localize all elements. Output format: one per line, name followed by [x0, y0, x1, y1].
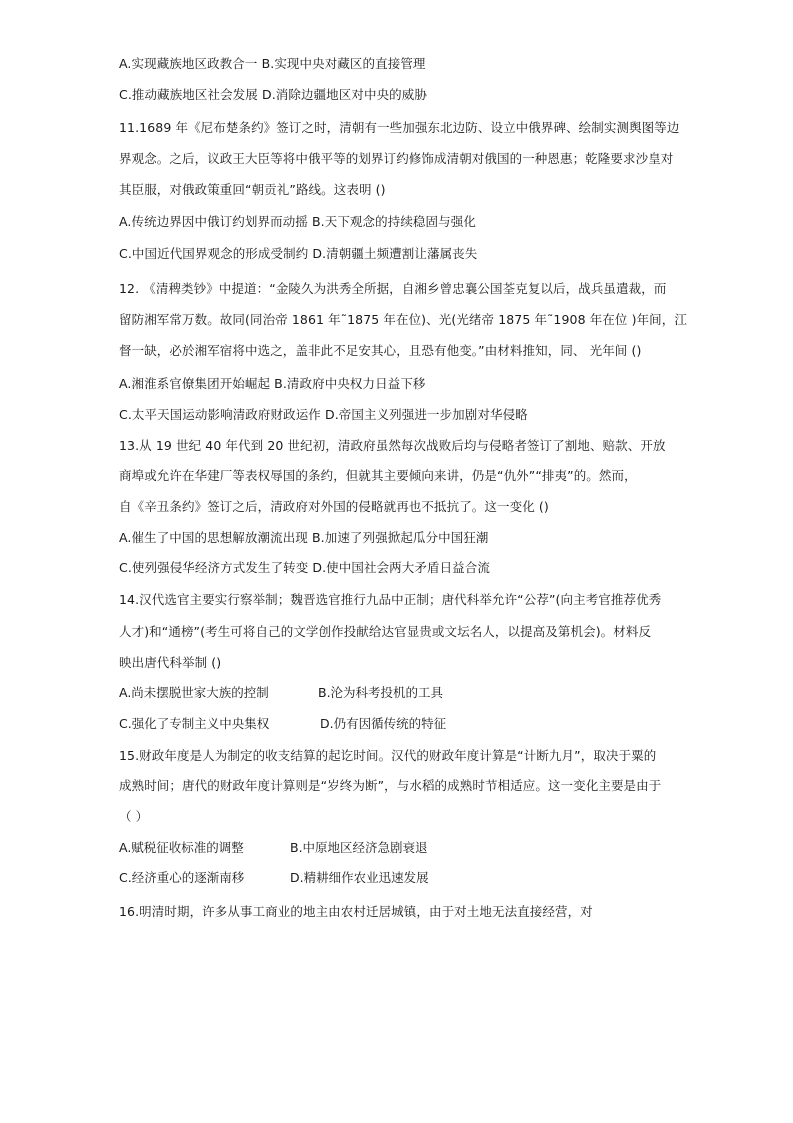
- q13-options-cd: C.使列强侵华经济方式发生了转变 D.使中国社会两大矛盾日益合流: [119, 560, 490, 575]
- q13-stem-line2: 商埠或允许在华建厂等表权辱国的条约，但就其主要倾向来讲，仍是“仇外”“排夷”的。然而，: [119, 468, 637, 483]
- q11-stem-line2: 界观念。之后，议政王大臣等将中俄平等的划界订约修饰成清朝对俄国的一种恩惠；乾隆要求沙皇对: [119, 151, 674, 166]
- q15-option-c: C.经济重心的逐渐南移: [119, 870, 245, 885]
- q10-options-cd: C.推动藏族地区社会发展 D.消除边疆地区对中央的威胁: [119, 87, 427, 102]
- q15-stem-line1: 15.财政年度是人为制定的收支结算的起讫时间。汉代的财政年度计算是“计断九月”，取决于粟的: [119, 748, 657, 763]
- q14-option-b: B.沦为科考投机的工具: [318, 685, 444, 700]
- q14-option-d: D.仍有因循传统的特征: [320, 716, 447, 731]
- q16-stem-line1: 16.明清时期，许多从事工商业的地主由农村迁居城镇，由于对土地无法直接经营，对: [119, 904, 593, 919]
- q12-options-ab: A.湘淮系官僚集团开始崛起 B.清政府中央权力日益下移: [119, 376, 426, 391]
- q15-stem-line3: （ ）: [119, 809, 149, 824]
- q15-option-a: A.赋税征收标准的调整: [119, 840, 244, 855]
- q11-stem-line3: 其臣服，对俄政策重回“朝贡礼”路线。这表明 (): [119, 182, 386, 197]
- q15-stem-line2: 成熟时间；唐代的财政年度计算则是“岁终为断”，与水稻的成熟时节相适应。这一变化主要是由于: [119, 778, 662, 793]
- q15-option-d: D.精耕细作农业迅速发展: [290, 870, 429, 885]
- q15-option-b: B.中原地区经济急剧衰退: [290, 840, 428, 855]
- q14-stem-line2: 人才)和“通榜”(考生可将自己的文学创作投献给达官显贵或文坛名人，以提高及第机会)。材料反: [119, 624, 652, 639]
- q14-stem-line3: 映出唐代科举制 (): [119, 655, 222, 670]
- q13-options-ab: A.催生了中国的思想解放潮流出现 B.加速了列强掀起瓜分中国狂潮: [119, 530, 489, 545]
- q11-stem-line1: 11.1689 年《尼布楚条约》签订之时，清朝有一些加强东北边防、设立中俄界碑、绘制实测舆图等边: [119, 120, 680, 135]
- q12-stem-line3: 督一缺，必於湘军宿将中选之，盖非此不足安其心，且恐有他变。”由材料推知，同、 光年间 (): [119, 343, 642, 358]
- q13-stem-line3: 自《辛丑条约》签订之后，清政府对外国的侵略就再也不抵抗了。这一变化 (): [119, 499, 549, 514]
- q12-stem-line1: 12. 《清稗类钞》中提道：“金陵久为洪秀全所据，自湘乡曾忠襄公国荃克复以后，战兵虽遣裁，而: [119, 281, 667, 296]
- q14-option-c: C.强化了专制主义中央集权: [119, 716, 270, 731]
- q14-stem-line1: 14.汉代选官主要实行察举制；魏晋选官推行九品中正制；唐代科举允许“公荐”(向主考官推荐优秀: [119, 592, 662, 607]
- q12-options-cd: C.太平天国运动影响清政府财政运作 D.帝国主义列强进一步加剧对华侵略: [119, 407, 528, 422]
- q11-options-ab: A.传统边界因中俄订约划界而动摇 B.天下观念的持续稳固与强化: [119, 214, 476, 229]
- q10-options-ab: A.实现藏族地区政教合一 B.实现中央对藏区的直接管理: [119, 56, 426, 71]
- q12-stem-line2: 留防湘军常万数。故同(同治帝 1861 年˜1875 年在位)、光(光绪帝 1875 年˜1908 年在位 )年间，江: [119, 312, 687, 327]
- q14-option-a: A.尚未摆脱世家大族的控制: [119, 685, 269, 700]
- q13-stem-line1: 13.从 19 世纪 40 年代到 20 世纪初，清政府虽然每次战败后均与侵略者签订了割地、赔款、开放: [119, 438, 666, 453]
- q11-options-cd: C.中国近代国界观念的形成受制约 D.清朝疆土频遭割让藩属丧失: [119, 246, 478, 261]
